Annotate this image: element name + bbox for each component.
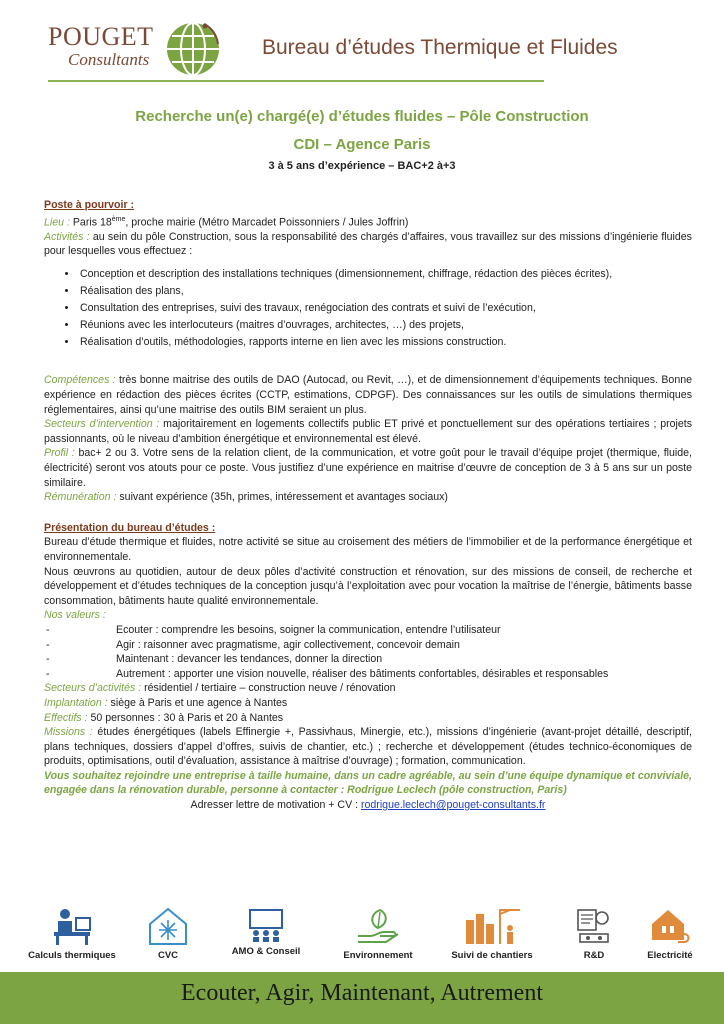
service-amo-conseil bbox=[216, 906, 316, 957]
missions-label: Missions : bbox=[44, 726, 93, 739]
job-title-block bbox=[0, 108, 724, 172]
profil-label: Profil : bbox=[44, 447, 75, 460]
house-plug-icon bbox=[648, 906, 692, 946]
effectifs-text: 50 personnes : 30 à Paris et 20 à Nantes bbox=[87, 711, 284, 724]
service-label: Suivi de chantiers bbox=[451, 950, 533, 961]
service-label: Environnement bbox=[343, 950, 413, 961]
service-label: R&D bbox=[583, 950, 605, 961]
missions-text: études énergétiques (labels Effinergie +, Passivhaus, Minergie, etc.), missions d’ingénierie (avant-projet détaillé, descriptif, plans techniques, dossiers d’appel d’offres, suivis de chantier, etc.) ; recherche et développement (études technico-économiques de produits, optimisations, outil d’évaluation, assistance à maîtrise d’ouvrage) ; formation, communication. bbox=[44, 726, 693, 768]
remuneration-label: Rémunération : bbox=[44, 491, 117, 504]
secteurs-activites-line bbox=[44, 681, 692, 696]
service-cvc bbox=[118, 906, 218, 961]
profil-text: bac+ 2 ou 3. Votre sens de la relation client, de la communication, et votre goût pour le travail d’équipe projet (thermique, fluide, électricité) seront vos atouts pour ce poste. Vous justifiez d’une expérience en maitrise d’œuvre de conception de 3 à 5 ans sur un poste similaire. bbox=[44, 447, 692, 489]
valeur-text: Maintenant : devancer les tendances, donner la direction bbox=[116, 653, 383, 666]
globe-icon bbox=[164, 20, 222, 78]
service-suivi-chantiers bbox=[442, 906, 542, 961]
contact-label: Adresser lettre de motivation + CV : bbox=[190, 799, 361, 812]
meeting-icon bbox=[244, 906, 288, 942]
services-strip bbox=[0, 906, 724, 966]
valeurs-label: Nos valeurs : bbox=[44, 609, 106, 622]
secteurs-activites-label: Secteurs d’activités : bbox=[44, 682, 142, 695]
list-item: • Conception et description des installations techniques (dimensionnement, chiffrage, rédaction des pièces écrites), bbox=[78, 267, 692, 282]
job-description bbox=[44, 198, 692, 813]
spacer bbox=[44, 359, 692, 373]
lieu-text: Paris 18 bbox=[69, 216, 112, 229]
activites-label: Activités : bbox=[44, 230, 90, 243]
list-item: • Réalisation d’outils, méthodologies, rapports interne en lien avec les missions construction. bbox=[78, 335, 692, 350]
desk-worker-icon bbox=[50, 906, 94, 946]
missions-line bbox=[44, 725, 692, 769]
list-item bbox=[44, 667, 692, 682]
competences-text: très bonne maitrise des outils de DAO (Autocad, ou Revit, …), et de dimensionnement d’équipements techniques. Bonne expérience en rédaction des pièces écrites (CCTP, estimations, CDPGF). Des connaissances sur les outils de simulations thermiques réglementaires, ainsi qu’une maitrise des outils BIM seraient un plus. bbox=[44, 374, 692, 416]
lieu-line bbox=[44, 213, 692, 230]
valeur-text: Ecouter : comprendre les besoins, soigner la communication, entendre l’utilisateur bbox=[116, 623, 501, 636]
dash: - bbox=[46, 667, 50, 680]
research-icon bbox=[572, 906, 616, 946]
job-requirements: 3 à 5 ans d’expérience – BAC+2 à+3 bbox=[268, 160, 456, 172]
footer-slogan: Ecouter, Agir, Maintenant, Autrement bbox=[181, 980, 543, 1006]
lieu-label: Lieu : bbox=[44, 216, 70, 229]
lieu-superscript: ème bbox=[111, 215, 126, 223]
poste-heading: Poste à pourvoir : bbox=[44, 199, 135, 211]
dash: - bbox=[46, 638, 50, 651]
hand-leaf-icon bbox=[356, 906, 400, 946]
implantation-text: siège à Paris et une agence à Nantes bbox=[107, 696, 288, 709]
header-divider bbox=[48, 80, 544, 82]
house-snowflake-icon bbox=[146, 906, 190, 946]
service-label: CVC bbox=[157, 950, 179, 961]
job-title: Recherche un(e) chargé(e) d’études fluides – Pôle Construction bbox=[135, 108, 589, 125]
secteurs-intervention-line bbox=[44, 417, 692, 446]
list-item: • Réalisation des plans, bbox=[78, 284, 692, 299]
header-title: Bureau d’études Thermique et Fluides bbox=[262, 36, 618, 59]
list-item bbox=[44, 638, 692, 653]
implantation-label: Implantation : bbox=[44, 696, 108, 709]
activites-text: au sein du pôle Construction, sous la responsabilité des chargés d’affaires, vous travaillez sur des missions d’ingénierie fluides pour lesquelles vous effectuez : bbox=[44, 230, 692, 258]
dash: - bbox=[46, 623, 50, 636]
remuneration-line bbox=[44, 490, 692, 505]
closing-text: Vous souhaitez rejoindre une entreprise à taille humaine, dans un cadre agréable, au sein d’une équipe dynamique et conviviale, engagée dans la rénovation durable, personne à contacter : Rodrigue Leclech (pôle construction, Paris) bbox=[44, 769, 692, 797]
secteurs-activites-text: résidentiel / tertiaire – construction neuve / rénovation bbox=[141, 682, 396, 695]
bureau-para1: Bureau d’étude thermique et fluides, notre activité se situe au croisement des métiers de l’immobilier et de la performance énergétique et environnementale. bbox=[44, 536, 692, 563]
list-item: • Consultation des entreprises, suivi des travaux, renégociation des contrats et suivi de l’exécution, bbox=[78, 301, 692, 316]
implantation-line bbox=[44, 696, 692, 711]
competences-line bbox=[44, 373, 692, 417]
effectifs-label: Effectifs : bbox=[44, 711, 88, 724]
lieu-text-end: , proche mairie (Métro Marcadet Poissonniers / Jules Joffrin) bbox=[125, 216, 409, 229]
secteurs-intervention-text: majoritairement en logements collectifs public ET privé et ponctuellement sur des opérations tertiaires ; projets passionnants, où le niveau d’ambition énergétique et environnemental est élevé. bbox=[44, 418, 692, 445]
email-link[interactable]: rodrigue.leclech@pouget-consultants.fr bbox=[360, 799, 546, 812]
service-environnement bbox=[328, 906, 428, 961]
service-label: AMO & Conseil bbox=[231, 946, 301, 957]
activites-line bbox=[44, 230, 692, 259]
valeur-text: Agir : raisonner avec pragmatisme, agir collectivement, concevoir demain bbox=[116, 638, 460, 651]
service-calculs-thermiques bbox=[22, 906, 122, 961]
effectifs-line bbox=[44, 711, 692, 726]
list-item: • Réunions avec les interlocuteurs (maitres d’ouvrages, architectes, …) des projets, bbox=[78, 318, 692, 333]
dash: - bbox=[46, 653, 50, 666]
remuneration-text: suivant expérience (35h, primes, intéressement et avantages sociaux) bbox=[116, 491, 448, 504]
bureau-heading: Présentation du bureau d’études : bbox=[44, 521, 216, 534]
competences-label: Compétences : bbox=[44, 374, 116, 387]
profil-line bbox=[44, 446, 692, 490]
spacer bbox=[44, 505, 692, 521]
service-electricite bbox=[620, 906, 720, 961]
activites-list bbox=[44, 267, 692, 350]
secteurs-intervention-label: Secteurs d’intervention : bbox=[44, 418, 160, 431]
logo-name: POUGET bbox=[48, 22, 154, 51]
service-label: Calculs thermiques bbox=[28, 950, 116, 961]
service-label: Electricité bbox=[647, 950, 693, 961]
logo-subname: Consultants bbox=[68, 50, 150, 69]
construction-site-icon bbox=[462, 906, 522, 946]
pouget-logo bbox=[48, 20, 228, 78]
footer-banner bbox=[0, 972, 724, 1024]
job-contract: CDI – Agence Paris bbox=[293, 136, 431, 153]
list-item bbox=[44, 652, 692, 667]
valeur-text: Autrement : apporter une vision nouvelle, réaliser des bâtiments confortables, désirables et responsables bbox=[116, 667, 609, 680]
header bbox=[0, 0, 724, 90]
list-item bbox=[44, 623, 692, 638]
contact-line bbox=[44, 798, 692, 813]
bureau-para2: Nous œuvrons au quotidien, autour de deux pôles d’activité construction et rénovation, sur des missions de conseil, de recherche et développement et d’études techniques de la conception jusqu’à l’exploitation avec pour vocation la maîtrise de l’énergie, bâtiments basse consommation, bâtiments haute qualité environnementale. bbox=[44, 565, 692, 607]
